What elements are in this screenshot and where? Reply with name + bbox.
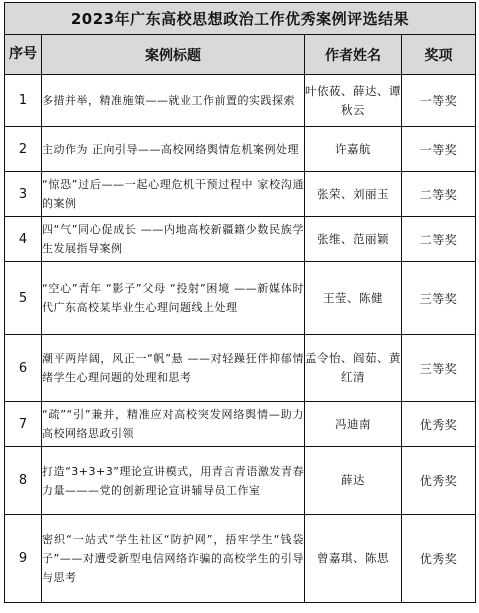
row-seq: 5 <box>5 262 42 335</box>
header-case-title: 案例标题 <box>42 35 305 75</box>
title-row <box>5 3 476 35</box>
row-authors: 王莹、陈健 <box>305 262 402 335</box>
row-case-title: 打造“3+3+3”理论宣讲模式，用青言青语激发青春力量———党的创新理论宣讲辅导员工作室 <box>42 447 305 515</box>
row-award: 二等奖 <box>402 217 476 262</box>
row-case-title: “疏”“引”兼并，精准应对高校突发网络舆情—助力高校网络思政引领 <box>42 402 305 447</box>
row-authors: 冯迪南 <box>305 402 402 447</box>
row-case-title: “惊恐”过后——一起心理危机干预过程中 家校沟通的案例 <box>42 172 305 217</box>
table-row <box>5 75 476 127</box>
row-award: 三等奖 <box>402 335 476 402</box>
row-case-title: 四“气”同心促成长 ——内地高校新疆籍少数民族学生发展指导案例 <box>42 217 305 262</box>
table-row <box>5 515 476 603</box>
table-row <box>5 335 476 402</box>
row-award: 一等奖 <box>402 75 476 127</box>
row-award: 一等奖 <box>402 127 476 172</box>
row-seq: 1 <box>5 75 42 127</box>
table-row <box>5 447 476 515</box>
table-row <box>5 127 476 172</box>
row-authors: 张荣、刘丽玉 <box>305 172 402 217</box>
row-award: 二等奖 <box>402 172 476 217</box>
table-row <box>5 217 476 262</box>
row-authors: 张维、范丽颖 <box>305 217 402 262</box>
header-authors: 作者姓名 <box>305 35 402 75</box>
row-award: 优秀奖 <box>402 402 476 447</box>
row-award: 优秀奖 <box>402 515 476 603</box>
row-authors: 叶依莜、薛达、谭秋云 <box>305 75 402 127</box>
header-award: 奖项 <box>402 35 476 75</box>
row-seq: 2 <box>5 127 42 172</box>
results-sheet <box>4 2 475 607</box>
header-seq: 序号 <box>5 35 42 75</box>
table-row <box>5 172 476 217</box>
row-authors: 许嘉航 <box>305 127 402 172</box>
row-seq: 7 <box>5 402 42 447</box>
row-seq: 6 <box>5 335 42 402</box>
row-case-title: 密织“一站式”学生社区“防护网”，捂牢学生“钱袋子”——对遭受新型电信网络诈骗的高校学生的引导与思考 <box>42 515 305 603</box>
results-table <box>4 2 476 603</box>
row-authors: 薛达 <box>305 447 402 515</box>
header-row <box>5 35 476 75</box>
row-case-title: 主动作为 正向引导——高校网络舆情危机案例处理 <box>42 127 305 172</box>
table-row <box>5 262 476 335</box>
row-authors: 曾嘉琪、陈思 <box>305 515 402 603</box>
row-case-title: “空心”青年 “影子”父母 “投射”困境 ——新媒体时代广东高校某毕业生心理问题线上处理 <box>42 262 305 335</box>
row-case-title: 潮平两岸阔，风正一“帆”悬 ——对轻躁狂伴抑郁情绪学生心理问题的处理和思考 <box>42 335 305 402</box>
row-seq: 9 <box>5 515 42 603</box>
row-case-title: 多措并举，精准施策——就业工作前置的实践探索 <box>42 75 305 127</box>
row-seq: 4 <box>5 217 42 262</box>
row-seq: 3 <box>5 172 42 217</box>
row-award: 三等奖 <box>402 262 476 335</box>
row-authors: 孟令怡、阎茹、黄红清 <box>305 335 402 402</box>
table-row <box>5 402 476 447</box>
table-title: 2023年广东高校思想政治工作优秀案例评选结果 <box>5 3 476 35</box>
row-seq: 8 <box>5 447 42 515</box>
row-award: 优秀奖 <box>402 447 476 515</box>
